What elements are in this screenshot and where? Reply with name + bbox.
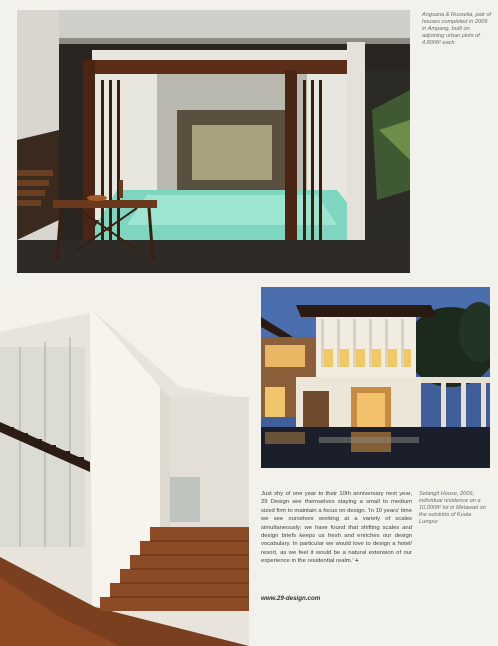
caption-angsana-russelia: Angsana & Russelia, pair of houses completed in 2009 in Ampang, built on adjoining urban plots of 4,800ft² each bbox=[422, 12, 492, 46]
photo-house-dusk bbox=[261, 287, 490, 468]
photo-pool-courtyard bbox=[17, 10, 410, 273]
caption-selangit-house: Selangit House, 2009, individual residence on a 10,000ft² lot in Melawati on the outskirts of Kuala Lumpur bbox=[419, 491, 486, 525]
photo-staircase-interior bbox=[0, 287, 249, 646]
article-body-text: Just shy of one year to their 10th anniversary next year, 29 Design see themselves staying a small to medium sized firm to maintain a focus on design. 'In 10 years' time we see ourselves working at a variety of scales simultaneously; we have found that shifting scales and design briefs keeps us fresh and enriches our design vocabulary. In particular we would love to design a hotel/ resort, as we feel it would be a natural extension of our experience in the residential realm.' bbox=[261, 491, 412, 565]
article-body bbox=[261, 490, 412, 566]
end-mark: + bbox=[355, 558, 359, 565]
website-link[interactable]: www.29-design.com bbox=[261, 595, 321, 602]
